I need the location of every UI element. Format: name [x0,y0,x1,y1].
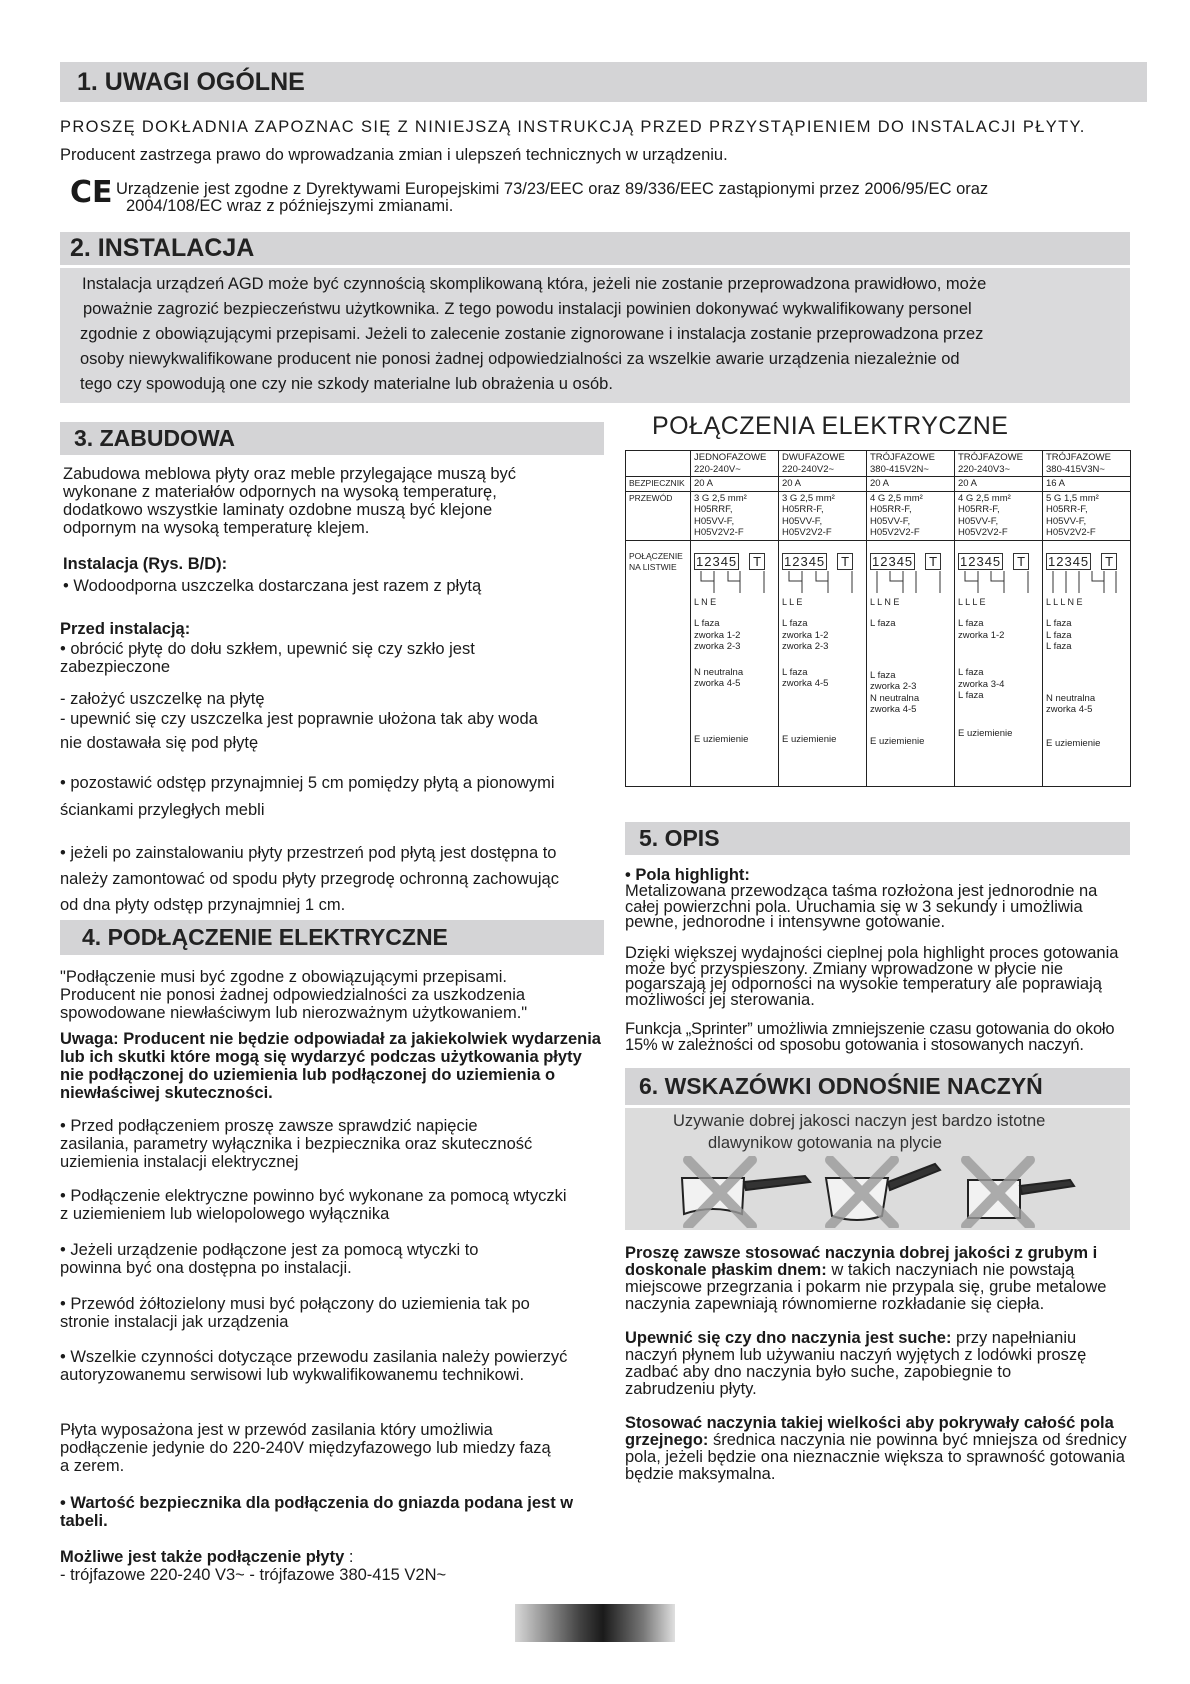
page-footer-bar [515,1604,675,1642]
col-4-type: TRÓJFAZOWE [958,452,1023,463]
connection-cell: 12345 T L N E L faza zworka 1-2 zworka 2-3 N neutralna zworka 4-5 E uziemienie [691,540,779,786]
s6-para-2-rest: przy napełnianiu naczyń płynem lub używaniu naczyń wyjętych z lodówki proszę zadbać aby dno naczynia było suche, zapobiegnie to zabrudzeniu płyty. [625,1329,1087,1398]
col-5-voltage: 380-415V3N~ [1046,463,1105,475]
terminal-block-icon: 12345 [696,553,738,569]
wiring-diagram-icon [782,571,862,597]
row-label-connection: POŁĄCZENIE NA LISTWIE [626,540,691,786]
s5-para-3: Funkcja „Sprinter” umożliwia zmniejszenie czasu gotowania do około 15% w zależności od sposobu gotowania i stosowanych naczyń. [625,1020,1115,1054]
s4-para-1: Płyta wyposażona jest w przewód zasilania który umożliwia podłączenie jedynie do 220-240V międzyfazowego lub miedzy fazą a zerem. [60,1421,551,1475]
terminal-t-icon: T [1101,553,1117,570]
wire-cell: 5 G 1,5 mm² H05RR-F, H05VV-F, H05V2V2-F [1043,491,1131,540]
terminal-block-icon: 12345 [1048,553,1090,569]
cookware-illustration [625,1108,1130,1230]
s3-before-2: - założyć uszczelkę na płytę [60,690,265,708]
col-3-type: TRÓJFAZOWE [870,452,935,463]
col-header [779,451,867,477]
s5-para-1: Metalizowana przewodząca taśma rozłożona jest jednorodnie na całej powierzchni pola. Uruchamia się w 3 sekundy i umożliwia pewne, jednorodne i intensywne gotowanie. [625,882,1098,931]
table-title: POŁĄCZENIA ELEKTRYCZNE [652,412,1009,440]
s6-para-2 [625,1330,1105,1398]
ce-text-line-2: 2004/108/EC wraz z późniejszymi zmianami. [126,197,454,215]
s4-warning: Uwaga: Producent nie będzie odpowiadał za jakiekolwiek wydarzenia lub ich skutki które mogą się wydarzyć podczas użytkowania płyty nie podłączonej do uziemienia lub podłączonej do uziemienia o niewłaściwej skuteczności. [60,1030,601,1102]
section-3-header [60,422,604,455]
connection-cell: 12345 T L L L E L faza zworka 1-2 L faza zworka 3-4 L faza E uziemienie [955,540,1043,786]
section-5-title: 5. OPIS [639,825,720,851]
col-2-type: DWUFAZOWE [782,452,845,463]
table-corner [626,451,691,477]
s4-bullet-2: • Podłączenie elektryczne powinno być wykonane za pomocą wtyczki z uziemieniem lub wielopolowego wyłącznika [60,1187,567,1223]
ce-text [116,181,988,215]
ce-text-line-1: Urządzenie jest zgodne z Dyrektywami Europejskimi 73/23/EEC oraz 89/336/EEC zastąpionymi przez 2006/95/EC oraz [116,180,989,198]
terminal-block-icon: 12345 [872,553,914,569]
wire-cell: 4 G 2,5 mm² H05RR-F, H05VV-F, H05V2V2-F [867,491,955,540]
terminal-labels: L N E [694,596,717,607]
col-header [867,451,955,477]
col-2-voltage: 220-240V2~ [782,463,835,475]
col-3-voltage: 380-415V2N~ [870,463,929,475]
s4-possible [60,1548,446,1584]
s2-line-5: tego czy spowodują one czy nie szkody materialne lub obrażenia u osób. [80,375,613,393]
row-label-fuse: BEZPIECZNIK [626,477,691,492]
installation-box [60,268,1130,403]
s3-before-head: Przed instalacją: [60,620,191,638]
table-row-connection [626,540,1131,786]
wiring-diagram-icon [1046,571,1126,597]
terminal-block-icon: 12345 [784,553,826,569]
fuse-cell: 20 A [867,477,955,492]
wiring-diagram-icon [694,571,774,597]
s6-para-3-bold: Stosować naczynia takiej wielkości aby pokrywały całość pola grzejnego: [625,1414,1114,1449]
wire-cell: 4 G 2,5 mm² H05RR-F, H05VV-F, H05V2V2-F [955,491,1043,540]
fuse-cell: 16 A [1043,477,1131,492]
section-4-header [60,920,604,955]
s4-bullet-5: • Wszelkie czynności dotyczące przewodu zasilania należy powierzyć autoryzowanemu serwisowi lub wykwalifikowanemu technikowi. [60,1348,568,1384]
s1-caps-line: PROSZĘ DOKŁADNIA ZAPOZNAC SIĘ Z NINIEJSZĄ INSTRUKCJĄ PRZED PRZYSTĄPIENIEM DO INSTALACJI PŁYTY. [60,118,1086,136]
s1-manufacturer-line: Producent zastrzega prawo do wprowadzania zmian i ulepszeń technicznych w urządzeniu. [60,146,728,164]
s2-line-2: poważnie zagrozić bezpieczeństwu użytkownika. Z tego powodu instalacji powinien dokonywać wykwalifikowany personel [83,300,972,318]
section-6-header [625,1068,1130,1105]
s3-before-5: • jeżeli po zainstalowaniu płyty przestrzeń pod płytą jest dostępna to należy zamontować od spodu płyty przegrodę ochronną zachowując od dna płyty odstęp przynajmniej 1 cm. [60,844,559,914]
terminal-labels: L L L N E [1046,596,1083,607]
s3-before-1: • obrócić płytę do dołu szkłem, upewnić się czy szkło jest zabezpieczone [60,640,475,676]
col-4-voltage: 220-240V3~ [958,463,1011,475]
s6-para-1-bold: Proszę zawsze stosować naczynia dobrej jakości z grubym i doskonale płaskim dnem: [625,1244,1098,1279]
wiring-diagram-icon [870,571,950,597]
s3-before-3: - upewnić się czy uszczelka jest poprawnie ułożona tak aby woda nie dostawała się pod płytę [60,710,538,752]
s3-inst-head: Instalacja (Rys. B/D): [63,555,228,573]
terminal-labels: L L L E [958,596,986,607]
s6-para-2-bold: Upewnić się czy dno naczynia jest suche: [625,1329,952,1347]
s2-line-3: zgodnie z obowiązującymi przepisami. Jeżeli to zalecenie zostanie zignorowane i instalacja zostanie przeprowadzona przez [80,325,984,343]
s4-bullet-4: • Przewód żółtozielony musi być połączony do uziemienia tak po stronie instalacji jak urządzenia [60,1295,530,1331]
section-5-header [625,822,1130,855]
terminal-labels: L L N E [870,596,900,607]
s6-para-3 [625,1415,1135,1483]
table-header-row [626,451,1131,477]
fuse-cell: 20 A [779,477,867,492]
connection-cell: 12345 T L L L N E L faza L faza L faza N neutralna zworka 4-5 E uziemienie [1043,540,1131,786]
terminal-labels: L L E [782,596,803,607]
connections-table [625,450,1131,787]
s3-inst-item: • Wodoodporna uszczelka dostarczana jest razem z płytą [63,577,482,595]
terminal-block-icon: 12345 [960,553,1002,569]
section-1-header [60,62,1147,102]
s3-intro: Zabudowa meblowa płyty oraz meble przylegające muszą być wykonane z materiałów odpornych na wysoką temperaturę, dodatkowo wszystkie laminaty ozdobne muszą być klejone odpornym na wysoką temperaturę klejem. [63,465,517,537]
row-label-wire: PRZEWÓD [626,491,691,540]
cookware-caption-2: dlawynikow gotowania na plycie [708,1134,942,1152]
s4-fuse-note: • Wartość bezpiecznika dla podłączenia do gniazda podana jest w tabeli. [60,1494,574,1530]
wire-cell: 3 G 2,5 mm² H05RRF, H05VV-F, H05V2V2-F [691,491,779,540]
terminal-t-icon: T [837,553,853,570]
table-row-fuse [626,477,1131,492]
s4-bullet-1: • Przed podłączeniem proszę zawsze sprawdzić napięcie zasilania, parametry wyłącznika i bezpiecznika oraz skuteczność uziemienia instalacji elektrycznej [60,1117,533,1171]
s2-line-4: osoby niewykwalifikowane producent nie ponosi żadnej odpowiedzialności za wszelkie awarie urządzenia niezależnie od [80,350,960,368]
ce-mark-icon: CE [70,175,113,210]
s3-before-4: • pozostawić odstęp przynajmniej 5 cm pomiędzy płytą a pionowymi ściankami przyległych mebli [60,774,555,819]
s5-head: • Pola highlight: [625,866,750,884]
terminal-t-icon: T [749,553,765,570]
fuse-cell: 20 A [955,477,1043,492]
wire-cell: 3 G 2,5 mm² H05RR-F, H05VV-F, H05V2V2-F [779,491,867,540]
cookware-caption-1: Uzywanie dobrej jakosci naczyn jest bardzo istotne [673,1112,1046,1130]
s6-para-1-rest: w takich naczyniach nie powstają miejscowe przegrzania i pokarm nie przypala się, grube metalowe naczynia zapewniają równomierne rozkładanie się ciepła. [625,1261,1107,1313]
s4-possible-line: - trójfazowe 220-240 V3~ - trójfazowe 380-415 V2N~ [60,1566,447,1584]
s4-possible-colon: : [344,1548,354,1566]
connection-cell: 12345 T L L E L faza zworka 1-2 zworka 2-3 L faza zworka 4-5 E uziemienie [779,540,867,786]
s4-possible-bold: Możliwe jest także podłączenie płyty [60,1548,345,1566]
section-3-title: 3. ZABUDOWA [74,425,235,451]
col-header [955,451,1043,477]
wiring-diagram-icon [958,571,1038,597]
terminal-t-icon: T [925,553,941,570]
col-5-type: TRÓJFAZOWE [1046,452,1111,463]
s2-line-1: Instalacja urządzeń AGD może być czynnością skomplikowaną która, jeżeli nie zostanie przeprowadzona prawidłowo, może [82,275,987,293]
s6-para-1 [625,1245,1130,1313]
s6-para-3-rest: średnica naczynia nie powinna być mniejsza od średnicy pola, jeżeli będzie ona nieznacznie większa to sprawność gotowania będzie maksymalna. [625,1431,1127,1483]
section-6-title: 6. WSKAZÓWKI ODNOŚNIE NACZYŃ [639,1073,1043,1099]
col-header [1043,451,1131,477]
section-4-title: 4. PODŁĄCZENIE ELEKTRYCZNE [82,924,448,950]
connection-cell: 12345 T L L N E L faza L faza zworka 2-3 N neutralna zworka 4-5 E uziemienie [867,540,955,786]
section-1-title: 1. UWAGI OGÓLNE [77,68,305,96]
bad-pots-icon [670,1156,1090,1228]
terminal-t-icon: T [1013,553,1029,570]
fuse-cell: 20 A [691,477,779,492]
section-2-header [60,232,1130,265]
table-row-wire [626,491,1131,540]
col-1-voltage: 220-240V~ [694,463,741,475]
s4-quote: "Podłączenie musi być zgodne z obowiązującymi przepisami. Producent nie ponosi żadnej odpowiedzialności za uszkodzenia spowodowane niewłaściwym lub nierozważnym użytkowaniem." [60,968,528,1022]
s5-para-2: Dzięki większej wydajności cieplnej pola highlight proces gotowania może być przyspieszony. Zmiany wprowadzone w płycie nie pogarszają jej odporności na wysokie temperatury ale poprawiają możliwości jej sterowania. [625,944,1119,1009]
col-header [691,451,779,477]
col-1-type: JEDNOFAZOWE [694,452,767,463]
section-2-title: 2. INSTALACJA [70,234,255,262]
s4-bullet-3: • Jeżeli urządzenie podłączone jest za pomocą wtyczki to powinna być ona dostępna po instalacji. [60,1241,479,1277]
